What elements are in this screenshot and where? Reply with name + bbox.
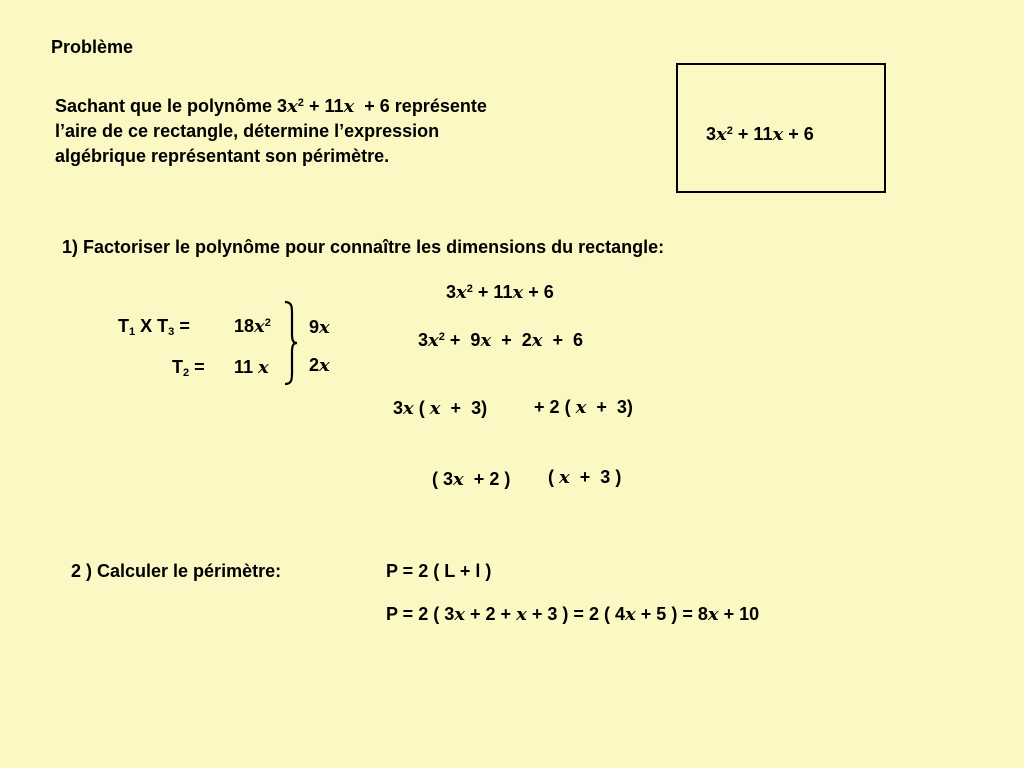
- factor-9x: 9x: [309, 317, 330, 338]
- product-terms-label: $T_1$ X $T_3$ =: [118, 316, 190, 338]
- curly-brace-icon: [283, 300, 299, 386]
- grouped-factor-2: + 2 ( x + 3): [534, 397, 633, 418]
- problem-line-1: Sachant que le polynôme $3x^2 + 11x + 6$ représente: [55, 96, 487, 117]
- expanded-polynomial: $3x^2 + 9x + 2x + 6$: [418, 330, 584, 351]
- factor-2x: 2x: [309, 355, 330, 376]
- product-terms-value: $18x^2$: [234, 316, 271, 337]
- problem-line-2: l’aire de ce rectangle, détermine l’expression: [55, 121, 440, 141]
- step1-heading: 1) Factoriser le polynôme pour connaître les dimensions du rectangle:: [62, 237, 665, 257]
- polynomial: $3x^2 + 11x + 6$: [446, 282, 554, 303]
- page-title: Problème: [51, 37, 134, 57]
- middle-term-label: $T_2$ =: [172, 357, 205, 379]
- perimeter-formula: P = 2 ( L + l ): [386, 561, 492, 581]
- problem-line-1-end: représente: [389, 96, 487, 116]
- step2-heading: 2 ) Calculer le périmètre:: [71, 561, 282, 581]
- grouped-factor-1: 3x ( x + 3): [393, 398, 488, 419]
- factor-3x-plus-2: ( 3x + 2 ): [432, 469, 511, 490]
- problem-line-1-start: Sachant que le polynôme: [55, 96, 278, 116]
- problem-line-3: algébrique représentant son périmètre.: [55, 146, 390, 166]
- factor-x-plus-3: ( x + 3 ): [548, 467, 622, 488]
- rectangle-area-label: $3x^2 + 11x + 6$: [706, 124, 814, 145]
- perimeter-calculation: P = 2 ( 3x + 2 + x + 3 ) = 2 ( 4x + 5 ) = 8x + 10: [386, 604, 760, 625]
- middle-term-value: 11 x: [234, 357, 269, 378]
